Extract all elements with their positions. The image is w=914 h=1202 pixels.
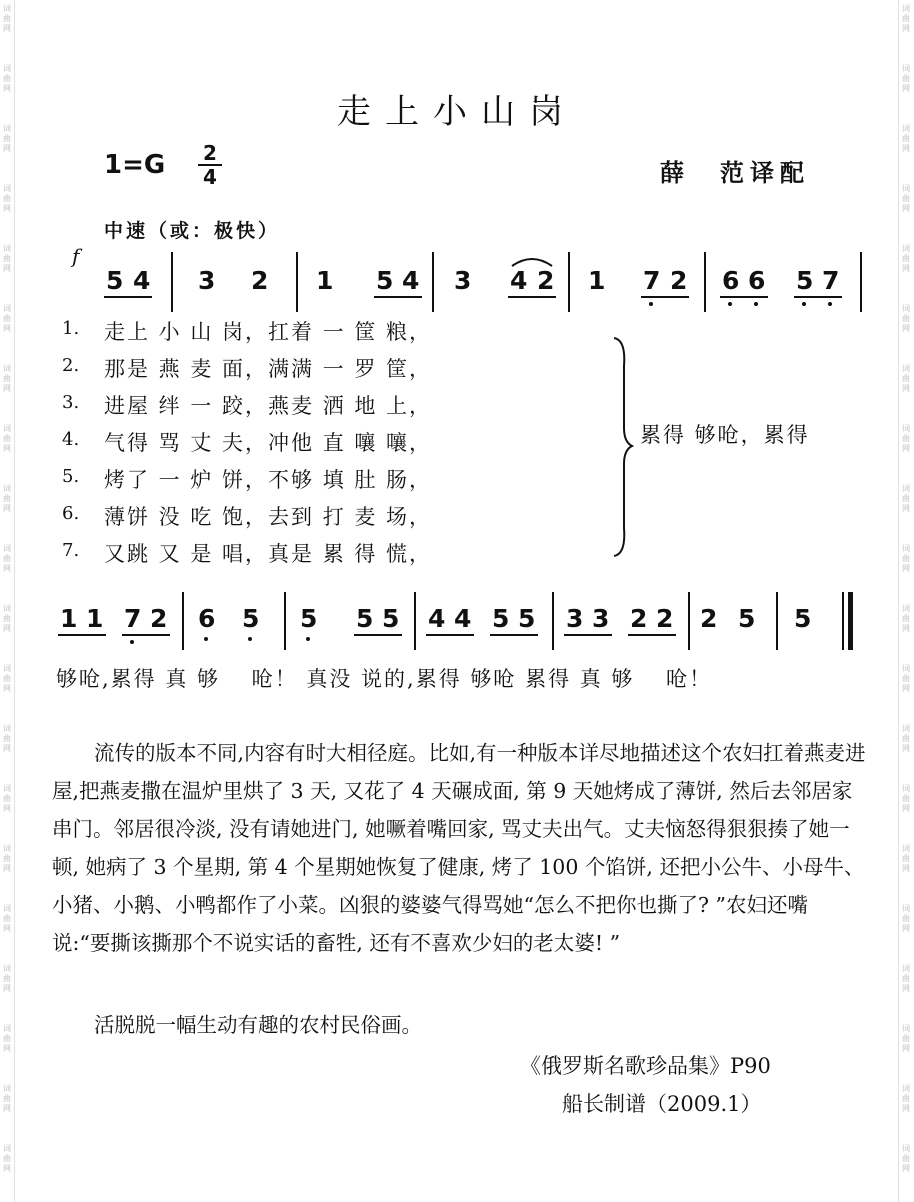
watermark-char: 词 [3,1144,11,1153]
barline [776,592,778,650]
watermark-char: 曲 [3,374,11,383]
watermark-char: 词 [902,1024,910,1033]
watermark-char: 词 [3,904,11,913]
watermark-char: 曲 [902,614,910,623]
watermark-char: 曲 [3,854,11,863]
final-barline-thin [842,592,844,650]
note: 2 [150,604,168,633]
watermark-char: 词 [3,424,11,433]
watermark-char: 词 [902,64,910,73]
note: 6 [748,266,766,295]
note: 4 [510,266,528,295]
watermark-char: 词 [902,724,910,733]
barline [552,592,554,650]
watermark-char: 词 [902,4,910,13]
verse-number: 7. [62,540,80,561]
key-signature: 1=G [104,150,166,180]
watermark-char: 网 [3,624,11,633]
note: 3 [566,604,584,633]
note: 4 [454,604,472,633]
watermark-char: 曲 [3,254,11,263]
watermark-char: 词 [902,964,910,973]
note: 3 [454,266,472,295]
note: 6 [722,266,740,295]
watermark-char: 网 [902,744,910,753]
watermark-char: 曲 [3,674,11,683]
watermark-char: 曲 [3,14,11,23]
watermark-char: 曲 [3,914,11,923]
note: 4 [402,266,420,295]
barline [182,592,184,650]
commentary-paragraph: 活脱脱一幅生动有趣的农村民俗画。 [94,1013,422,1037]
note: 1 [60,604,78,633]
lyrics-line-2: 够呛,累得 真 够 呛！ 真没 说的,累得 够呛 累得 真 够 呛！ [56,667,713,691]
watermark-char: 网 [902,984,910,993]
watermark-char: 网 [902,1164,910,1173]
watermark-char: 曲 [902,194,910,203]
watermark-char: 词 [902,124,910,133]
watermark-char: 曲 [902,1034,910,1043]
note: 4 [428,604,446,633]
watermark-char: 曲 [902,74,910,83]
watermark-char: 网 [902,384,910,393]
watermark-char: 曲 [902,914,910,923]
watermark-char: 曲 [3,974,11,983]
beam [628,634,676,636]
watermark-char: 曲 [3,614,11,623]
watermark-char: 曲 [3,554,11,563]
note: 5 [106,266,124,295]
verse-number: 1. [62,318,80,339]
watermark-char: 网 [3,384,11,393]
dynamic-marking: f [72,244,80,268]
time-signature-numerator: 2 [198,142,222,166]
watermark-char: 网 [902,924,910,933]
watermark-char: 网 [3,444,11,453]
verse-lyric: 那是 燕 麦 面，满满 一 罗 筐， [104,357,433,381]
watermark-char: 网 [902,1104,910,1113]
watermark-char: 网 [902,624,910,633]
watermark-char: 网 [902,144,910,153]
beam [490,634,538,636]
watermark-char: 网 [3,864,11,873]
watermark-char: 词 [902,544,910,553]
watermark-char: 网 [3,924,11,933]
watermark-char: 网 [3,564,11,573]
watermark-char: 词 [902,904,910,913]
watermark-char: 词 [3,964,11,973]
note: 7 [643,266,661,295]
watermark-char: 曲 [3,1154,11,1163]
watermark-char: 词 [3,1084,11,1093]
final-barline-thick [848,592,853,650]
watermark-char: 网 [902,804,910,813]
watermark-char: 网 [3,1164,11,1173]
watermark-char: 曲 [3,434,11,443]
watermark-char: 词 [3,244,11,253]
watermark-char: 词 [3,1024,11,1033]
commentary-paragraph: 流传的版本不同,内容有时大相径庭。比如,有一种版本详尽地描述这个农妇扛着燕麦进屋,把燕麦撒在温炉里烘了 3 天, 又花了 4 天碾成面, 第 9 天她烤成了薄饼, 然后去邻居家串门。邻居很冷淡, 没有请她进门, 她噘着嘴回家, 骂丈夫出气。丈夫恼怒得狠狠揍了她一顿, 她病了 3 个星期, 第 4 个星期她恢复了健康, 烤了 100 个馅饼, 还把小公牛、小母牛、小猪、小鹅、小鸭都作了小菜。凶狠的婆婆气得骂她“怎么不把你也撕了? ”农妇还嘴说:“要撕该撕那个不说实话的畜牲, 还有不喜欢少妇的老太婆! ” [52,741,866,955]
source-citation: 《俄罗斯名歌珍品集》P90 [520,1054,771,1078]
verse-lyric: 走上 小 山 岗，扛着 一 筐 粮， [104,320,433,344]
note: 5 [794,604,812,633]
watermark-char: 词 [902,304,910,313]
watermark-char: 网 [902,84,910,93]
verse-number: 6. [62,503,80,524]
watermark-char: 词 [902,1144,910,1153]
watermark-char: 网 [3,744,11,753]
watermark-char: 曲 [902,374,910,383]
watermark-char: 网 [3,24,11,33]
watermark-char: 词 [3,4,11,13]
watermark-char: 网 [902,864,910,873]
verse-lyric: 又跳 又 是 唱，真是 累 得 慌， [104,542,433,566]
watermark-char: 词 [3,844,11,853]
watermark-char: 曲 [3,194,11,203]
watermark-char: 词 [902,1084,910,1093]
watermark-char: 词 [3,484,11,493]
watermark-char: 曲 [3,1094,11,1103]
note: 4 [133,266,151,295]
watermark-char: 曲 [902,494,910,503]
watermark-char: 曲 [902,1154,910,1163]
watermark-char: 曲 [3,314,11,323]
watermark-char: 词 [902,484,910,493]
watermark-char: 网 [3,264,11,273]
note: 5 [300,604,318,633]
note: 2 [630,604,648,633]
note: 6 [198,604,216,633]
watermark-char: 曲 [902,794,910,803]
watermark-char: 网 [3,324,11,333]
watermark-char: 词 [3,184,11,193]
beam [122,634,170,636]
note: 1 [588,266,606,295]
watermark-char: 词 [3,304,11,313]
verse-lyric: 烤了 一 炉 饼，不够 填 肚 肠， [104,468,433,492]
note: 2 [670,266,688,295]
lower-octave-dot [248,637,252,641]
watermark-char: 曲 [3,134,11,143]
lower-octave-dot [204,637,208,641]
watermark-char: 网 [902,264,910,273]
watermark-char: 词 [902,664,910,673]
watermark-char: 网 [3,144,11,153]
watermark-char: 词 [902,784,910,793]
note: 5 [518,604,536,633]
watermark-char: 词 [3,664,11,673]
verse-number: 2. [62,355,80,376]
note: 3 [592,604,610,633]
note: 2 [656,604,674,633]
watermark-char: 词 [902,244,910,253]
watermark-char: 网 [902,444,910,453]
watermark-char: 网 [902,504,910,513]
beam [58,634,106,636]
note: 5 [382,604,400,633]
watermark-char: 曲 [3,794,11,803]
beam [564,634,612,636]
engraver-credit: 船长制谱（2009.1） [562,1092,762,1116]
watermark-char: 曲 [902,254,910,263]
note: 1 [86,604,104,633]
barline [284,592,286,650]
arranger-credit: 薛 范译配 [660,158,810,187]
watermark-char: 网 [902,684,910,693]
watermark-char: 曲 [902,674,910,683]
note: 5 [376,266,394,295]
note: 2 [251,266,269,295]
watermark-char: 词 [902,424,910,433]
note: 7 [124,604,142,633]
note: 2 [537,266,555,295]
note: 3 [198,266,216,295]
note: 7 [822,266,840,295]
song-title: 走上小山岗 [337,92,577,132]
note: 5 [356,604,374,633]
watermark-char: 曲 [3,74,11,83]
verse-lyric: 薄饼 没 吃 饱，去到 打 麦 场， [104,505,433,529]
watermark-char: 词 [3,544,11,553]
watermark-char: 网 [902,24,910,33]
tempo-marking: 中速（或：极快） [104,220,281,242]
note: 2 [700,604,718,633]
watermark-char: 词 [3,64,11,73]
watermark-char: 词 [3,724,11,733]
watermark-char: 网 [3,984,11,993]
verse-number: 5. [62,466,80,487]
watermark-char: 曲 [3,1034,11,1043]
watermark-char: 曲 [902,734,910,743]
watermark-char: 词 [902,364,910,373]
watermark-char: 网 [902,564,910,573]
watermark-char: 网 [3,804,11,813]
watermark-char: 曲 [3,734,11,743]
note: 5 [796,266,814,295]
barline [688,592,690,650]
watermark-char: 网 [902,1044,910,1053]
watermark-char: 曲 [902,974,910,983]
watermark-char: 词 [3,364,11,373]
watermark-char: 曲 [902,434,910,443]
watermark-char: 词 [3,604,11,613]
watermark-char: 曲 [902,854,910,863]
watermark-char: 曲 [902,554,910,563]
watermark-char: 词 [902,604,910,613]
watermark-char: 网 [3,684,11,693]
watermark-char: 词 [3,124,11,133]
beam [426,634,474,636]
watermark-char: 网 [3,504,11,513]
verse-number: 4. [62,429,80,450]
watermark-char: 曲 [902,314,910,323]
note: 5 [738,604,756,633]
watermark-char: 曲 [902,14,910,23]
verse-lyric: 进屋 绊 一 跤，燕麦 洒 地 上， [104,394,433,418]
note: 5 [242,604,260,633]
watermark-char: 词 [902,844,910,853]
note: 1 [316,266,334,295]
barline [414,592,416,650]
watermark-char: 词 [902,184,910,193]
watermark-char: 词 [3,784,11,793]
watermark-char: 网 [902,324,910,333]
watermark-char: 曲 [902,1094,910,1103]
watermark-char: 曲 [902,134,910,143]
note: 5 [492,604,510,633]
verse-lyric: 气得 骂 丈 夫，冲他 直 嚷 嚷， [104,431,433,455]
watermark-char: 网 [3,1104,11,1113]
lower-octave-dot [130,640,134,644]
time-signature-denominator: 4 [203,165,217,189]
lower-octave-dot [306,637,310,641]
watermark-char: 网 [902,204,910,213]
watermark-char: 网 [3,84,11,93]
verse-number: 3. [62,392,80,413]
watermark-char: 网 [3,1044,11,1053]
chorus-lyric: 累得 够呛，累得 [640,423,810,447]
beam [354,634,402,636]
watermark-char: 网 [3,204,11,213]
watermark-char: 曲 [3,494,11,503]
